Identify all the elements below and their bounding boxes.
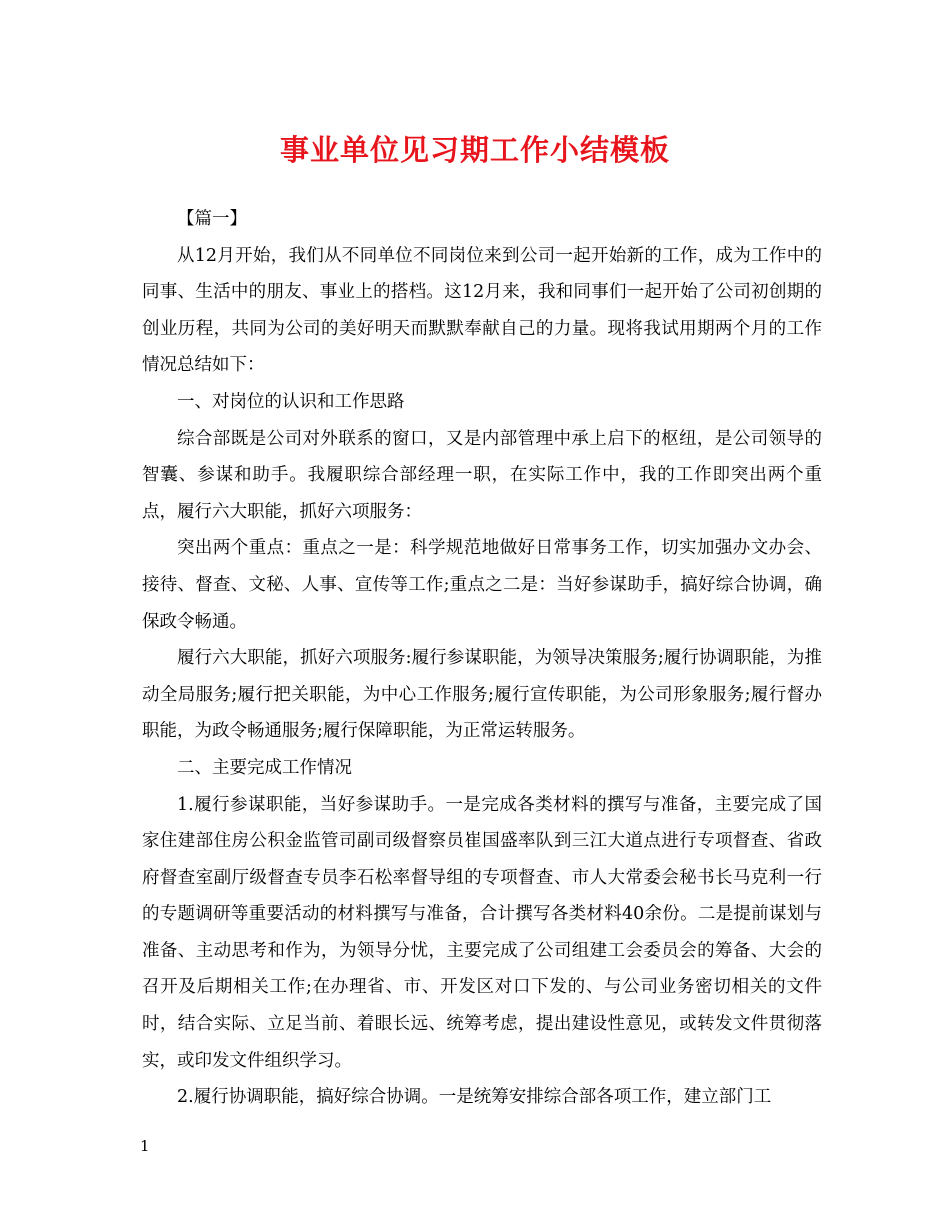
section-heading-2: 二、主要完成工作情况 <box>177 757 352 778</box>
intro-paragraph: 从12月开始，我们从不同单位不同岗位来到公司一起开始新的工作，成为工作中的同事、生活中的朋友、事业上的搭档。这12月来，我和同事们一起开始了公司初创期的创业历程，共同为公司的美好明天而默默奉献自己的力量。现将我试用期两个月的工作情况总结如下： <box>142 245 822 376</box>
document-body <box>142 201 822 1116</box>
work-item-2-paragraph: 2.履行协调职能，搞好综合协调。一是统筹安排综合部各项工作，建立部门工 <box>177 1087 772 1108</box>
document-title: 事业单位见习期工作小结模板 <box>279 133 670 167</box>
six-functions-paragraph: 履行六大职能，抓好六项服务:履行参谋职能，为领导决策服务;履行协调职能，为推动全局服务;履行把关职能，为中心工作服务;履行宣传职能，为公司形象服务;履行督办职能，为政令畅通服务;履行保障职能，为正常运转服务。 <box>142 648 822 742</box>
role-description-paragraph: 综合部既是公司对外联系的窗口，又是内部管理中承上启下的枢纽，是公司领导的智囊、参谋和助手。我履职综合部经理一职，在实际工作中，我的工作即突出两个重点，履行六大职能，抓好六项服务： <box>142 428 822 522</box>
section-heading-part-one: 【篇一】 <box>177 209 247 229</box>
section-heading-1: 一、对岗位的认识和工作思路 <box>177 391 405 412</box>
page-number: 1 <box>140 1137 150 1155</box>
work-item-1-paragraph: 1.履行参谋职能，当好参谋助手。一是完成各类材料的撰写与准备，主要完成了国家住建部住房公积金监管司副司级督察员崔国盛率队到三江大道点进行专项督查、省政府督查室副厅级督查专员李石松率督导组的专项督查、市人大常委会秘书长马克利一行的专题调研等重要活动的材料撰写与准备，合计撰写各类材料40余份。二是提前谋划与准备、主动思考和作为，为领导分忧，主要完成了公司组建工会委员会的筹备、大会的召开及后期相关工作;在办理省、市、开发区对口下发的、与公司业务密切相关的文件时，结合实际、立足当前、着眼长远、统筹考虑，提出建设性意见，或转发文件贯彻落实，或印发文件组织学习。 <box>142 794 822 1071</box>
two-focus-paragraph: 突出两个重点：重点之一是：科学规范地做好日常事务工作，切实加强办文办会、接待、督查、文秘、人事、宣传等工作;重点之二是：当好参谋助手，搞好综合协调，确保政令畅通。 <box>142 538 822 632</box>
